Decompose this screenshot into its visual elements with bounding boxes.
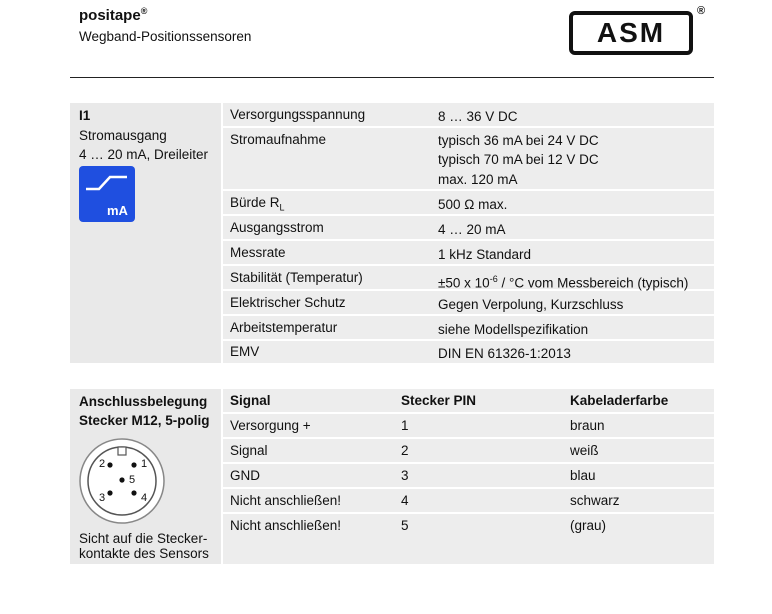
spec-key: Versorgungsspannung [230, 107, 366, 122]
current-output-icon [79, 166, 135, 222]
table-row [223, 414, 714, 439]
pin-label: 4 [141, 492, 148, 504]
spec-key: Ausgangsstrom [230, 220, 324, 235]
spec-value: Gegen Verpolung, Kurzschluss [438, 297, 624, 312]
connection-title: Anschlussbelegung [79, 394, 208, 409]
spec-row [223, 316, 714, 341]
pin-label: 5 [129, 474, 136, 486]
signal-cell: Nicht anschließen! [230, 493, 342, 508]
pin-label: 1 [141, 458, 148, 470]
pin-label: 2 [99, 458, 106, 470]
spec-key: Messrate [230, 245, 286, 260]
color-cell: weiß [570, 443, 599, 458]
spec-row [223, 128, 714, 191]
output-code: I1 [79, 108, 91, 123]
spec-key: EMV [230, 344, 260, 359]
table-row [223, 489, 714, 514]
signal-cell: Versorgung + [230, 418, 311, 433]
pin-cell: 2 [401, 443, 409, 458]
spec-row [223, 341, 714, 363]
spec-value: ±50 x $10^{-6} / ^\circ C$ vom Messbereich (typisch) [438, 274, 689, 291]
color-cell: blau [570, 468, 596, 483]
spec-row [223, 103, 714, 128]
signal-cell: GND [230, 468, 260, 483]
table-row [223, 439, 714, 464]
spec-key: Elektrischer Schutz [230, 295, 346, 310]
color-cell: braun [570, 418, 605, 433]
column-header: Stecker PIN [401, 393, 477, 408]
table-header-row [223, 389, 714, 414]
column-header: Signal [230, 393, 271, 408]
spec-value: 4 … 20 mA [438, 222, 506, 237]
spec-value: DIN EN 61326-1:2013 [438, 346, 571, 361]
diagram-caption-line2: kontakte des Sensors [79, 546, 209, 561]
ma-icon-label: mA [107, 203, 128, 218]
spec-key: Stabilität (Temperatur) [230, 270, 363, 285]
spec-row [223, 241, 714, 266]
asm-logo: ASM [569, 11, 693, 55]
connector-type: Stecker M12, 5-polig [79, 413, 210, 428]
header-divider [70, 77, 714, 78]
color-cell: schwarz [570, 493, 620, 508]
spec-row [223, 291, 714, 316]
signal-cell: Signal [230, 443, 268, 458]
spec-row [223, 266, 714, 291]
color-cell: (grau) [570, 518, 607, 533]
spec-value: 500 Ω max. [438, 197, 508, 212]
spec-key: Bürde $R_L$ [230, 195, 285, 213]
diagram-caption-line1: Sicht auf die Stecker- [79, 531, 208, 546]
logo-registered-mark: ® [697, 5, 706, 17]
spec-value: siehe Modellspezifikation [438, 322, 589, 337]
pin-cell: 1 [401, 418, 409, 433]
spec-value: typisch 70 mA bei 12 V DC [438, 152, 599, 167]
pin-label: 3 [99, 492, 106, 504]
pin-cell: 3 [401, 468, 409, 483]
spec-row [223, 191, 714, 216]
output-name: Stromausgang [79, 128, 167, 143]
table-row [223, 464, 714, 489]
spec-key: Stromaufnahme [230, 132, 327, 147]
spec-value: max. 120 mA [438, 172, 518, 187]
spec-value: 1 kHz Standard [438, 247, 532, 262]
table-row [223, 514, 714, 564]
pin-cell: 4 [401, 493, 409, 508]
connector-pinout-diagram [78, 437, 166, 525]
signal-cell: Nicht anschließen! [230, 518, 342, 533]
spec-value: 8 … 36 V DC [438, 109, 518, 124]
spec-key: Arbeitstemperatur [230, 320, 338, 335]
spec-value: typisch 36 mA bei 24 V DC [438, 133, 599, 148]
spec-row [223, 216, 714, 241]
output-range: 4 … 20 mA, Dreileiter [79, 147, 209, 162]
pin-cell: 5 [401, 518, 409, 533]
page-subtitle: Wegband-Positionssensoren [79, 29, 252, 44]
column-header: Kabeladerfarbe [570, 393, 669, 408]
brand-name: positape® [79, 6, 148, 24]
